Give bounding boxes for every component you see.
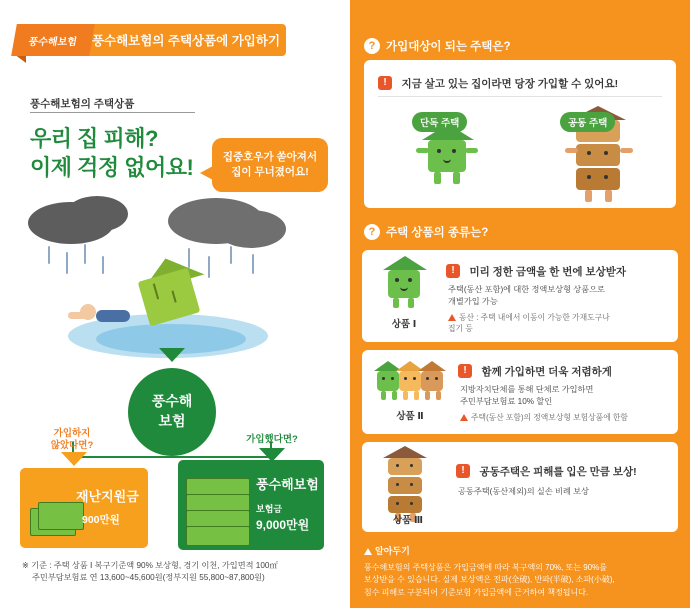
leg-icon [605,190,612,202]
rain-drop-icon [84,244,86,264]
apartment-floor-icon [388,496,422,513]
eye-icon [410,502,413,505]
insurance-payout-amount-label: 보험금 [256,504,283,514]
insurance-payout-box [178,460,324,550]
person-body-icon [96,310,130,322]
branch-label-right: 가입했다면? [246,434,298,445]
page-title [30,124,193,182]
footnote-line-1: ※ 기준 : 주택 상품 Ⅰ 복구기준액 90% 보상형, 경기 이천, 가입면적 100㎡ [22,561,278,570]
center-circle-text: 풍수해 보험 [151,393,193,429]
branch-line-horizontal [72,456,272,458]
question-badge-icon: ? [364,38,380,54]
tag-apartment: 공동 주택 [560,112,615,132]
house-body-icon [428,140,466,172]
eye-icon [396,483,399,486]
leg-icon [414,391,419,400]
speech-bubble [212,138,328,192]
house-body-icon [421,371,443,391]
product-3-title-row [456,462,637,480]
house-body-icon [388,270,420,298]
leg-icon [392,391,397,400]
house-roof-icon [383,446,427,458]
question-2-heading [364,224,488,240]
product-3-title: 공동주택은 피해를 입은 만큼 보상! [479,466,637,478]
leg-icon [381,391,386,400]
money-icon [38,502,84,530]
eligible-housing-title-row [378,74,618,92]
eye-icon [396,502,399,505]
disaster-relief-amount: 900만원 [82,514,120,526]
leg-icon [434,172,441,184]
eye-icon [382,377,385,380]
crack-mark [153,283,159,299]
leg-icon [408,298,414,308]
eye-icon [604,175,608,179]
branch-label-left: 가입하지 않았다면? [50,428,94,452]
footnote-line-2: 주민부담보험료 연 13,600~45,600원(정부지원 55,800~87,800원) [32,573,265,583]
exclaim-icon: ! [458,364,472,378]
rain-drop-icon [252,254,254,274]
eye-icon [587,151,591,155]
arm-icon [465,148,478,153]
flood-illustration [18,196,328,371]
mouth-icon [400,285,408,291]
leg-icon [585,190,592,202]
exclaim-icon: ! [446,264,460,278]
house-body-icon [377,371,399,391]
eye-icon [435,377,438,380]
eye-icon [587,175,591,179]
eye-icon [410,464,413,467]
product-1-note: 동산 : 주택 내에서 이동이 가능한 가재도구나 집기 등 [448,313,610,334]
rain-drop-icon [230,246,232,264]
eye-icon [404,377,407,380]
crack-mark [171,291,176,303]
warning-triangle-icon [448,314,456,321]
eye-icon [408,278,412,282]
question-badge-icon: ? [364,224,380,240]
leg-icon [425,391,430,400]
eye-icon [410,483,413,486]
headline-line-2: 이제 걱정 없어요! [30,155,194,181]
product-card-3 [362,442,678,532]
cloud-icon [216,210,286,248]
apartment-floor-icon [388,477,422,494]
eye-icon [395,278,399,282]
leg-icon [453,172,460,184]
tag-detached-house: 단독 주택 [412,112,467,132]
product-2-title: 함께 가입하면 더욱 저렴하게 [481,366,612,378]
product-3-desc: 공동주택(동산제외)의 실손 비례 보상 [458,487,589,496]
house-roof-icon [383,256,427,270]
eye-icon [391,377,394,380]
product-2-label: 상품 Ⅱ [396,411,424,422]
ribbon-header [14,24,284,56]
house-body-icon [399,371,421,391]
eligible-housing-card [364,60,676,208]
leg-icon [393,298,399,308]
product-1-title: 미리 정한 금액을 한 번에 보상받자 [469,266,627,278]
rain-drop-icon [66,252,68,274]
rain-drop-icon [48,246,50,264]
product-1-title-row [446,262,626,280]
bottom-note-body: 풍수해보험의 주택상품은 가입금액에 따라 복구액의 70%, 또는 90%를 보상받을 수 있습니다. 실제 보상액은 전파(全破), 반파(半破), 소파(小破), 침수 피해로 구분되어 기준보험 가입금액에 근거하여 책정됩니다. [364,562,615,597]
eye-icon [426,377,429,380]
eligible-housing-title: 지금 살고 있는 집이라면 당장 가입할 수 있어요! [401,78,619,90]
arm-icon [416,148,429,153]
product-card-2 [362,350,678,434]
bottom-note-title: 알아두기 [364,545,680,559]
arm-icon [620,148,633,153]
product-3-label: 상품 Ⅲ [393,515,423,526]
eye-icon [413,377,416,380]
leg-icon [436,391,441,400]
arrow-down-left-icon [61,452,87,466]
ribbon-brand: 풍수해보험 [11,24,95,56]
eye-icon [452,149,456,153]
speech-bubble-text: 집중호우가 쏟아져서 집이 무너졌어요! [222,150,318,178]
leg-icon [403,391,408,400]
cloud-icon [66,196,128,232]
eye-icon [437,149,441,153]
warning-triangle-icon [460,414,468,421]
bottom-note [364,545,680,599]
question-1-heading [364,38,511,54]
product-2-desc: 지방자치단체를 통해 단체로 가입하면 주민부담보험료 10% 할인 [460,385,594,407]
disaster-relief-box [20,468,148,548]
house-roof-icon [418,361,446,371]
right-panel [350,0,690,608]
insurance-payout-title: 풍수해보험 [256,477,319,492]
ribbon-title: 풍수해보험의 주택상품에 가입하기 [86,24,286,56]
footnote [22,560,327,585]
exclaim-icon: ! [456,464,470,478]
mouth-icon [443,157,451,163]
question-2-text: 주택 상품의 종류는? [386,227,489,239]
rain-drop-icon [208,256,210,278]
eye-icon [604,151,608,155]
apartment-floor-icon [576,168,620,190]
product-card-1 [362,250,678,342]
eye-icon [396,464,399,467]
product-1-desc: 주택(동산 포함)에 대한 정액보상형 상품으로 개별가입 가능 [448,285,605,307]
apartment-floor-icon [388,458,422,475]
insurance-payout-amount: 9,000만원 [256,518,310,532]
sub-rule-divider [30,112,195,113]
sub-label: 풍수해보험의 주택상품 [30,98,135,110]
arm-icon [565,148,578,153]
exclaim-icon: ! [378,76,392,90]
apartment-floor-icon [576,144,620,166]
card-divider [378,96,662,97]
product-2-note: 주택(동산 포함)의 정액보상형 보험상품에 한함 [460,412,670,423]
product-1-label: 상품 Ⅰ [391,319,417,330]
product-2-title-row [458,362,612,380]
arrow-down-icon [159,348,185,362]
question-1-text: 가입대상이 되는 주택은? [386,41,511,53]
warning-triangle-icon [364,548,372,555]
headline-line-1: 우리 집 피해? [30,126,158,151]
person-arm-icon [68,312,86,319]
center-circle [128,368,216,456]
money-stack-icon [186,526,250,546]
rain-drop-icon [102,256,104,274]
disaster-relief-title: 재난지원금 [76,489,139,504]
